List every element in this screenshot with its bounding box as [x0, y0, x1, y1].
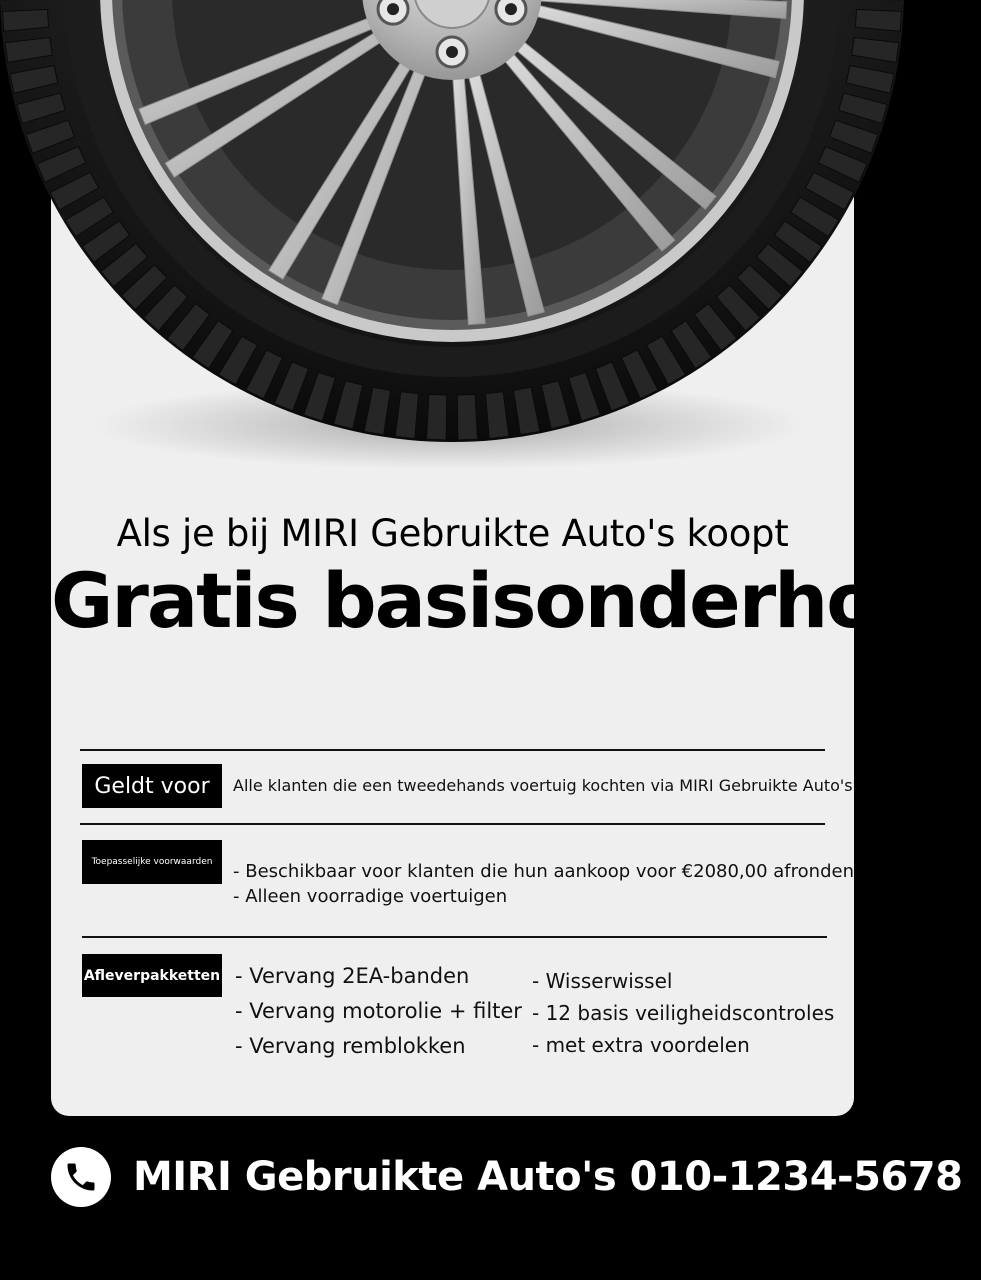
condition-line: - Alleen voorradige voertuigen [233, 886, 508, 907]
divider [80, 823, 825, 825]
wheel-image [0, 0, 905, 450]
label-packages: Afleverpakketten [82, 954, 222, 997]
package-item: - Vervang motorolie + filter [235, 999, 522, 1023]
label-applies: Geldt voor [82, 764, 222, 808]
divider [80, 749, 825, 751]
applies-text: Alle klanten die een tweedehands voertuig kochten via MIRI Gebruikte Auto's [233, 776, 853, 795]
footer-phone-text: MIRI Gebruikte Auto's 010-1234-5678 [133, 1154, 963, 1200]
label-conditions: Toepasselijke voorwaarden [82, 840, 222, 884]
package-item: - met extra voordelen [532, 1033, 750, 1057]
phone-icon [51, 1147, 111, 1207]
headline-title: Gratis basisonderhoud [51, 556, 981, 645]
condition-line: - Beschikbaar voor klanten die hun aankoop voor €2080,00 afronden [233, 861, 854, 882]
package-item: - Vervang 2EA-banden [235, 964, 470, 988]
footer-contact [51, 1147, 962, 1207]
package-item: - 12 basis veiligheidscontroles [532, 1001, 835, 1025]
package-item: - Vervang remblokken [235, 1034, 466, 1058]
package-item: - Wisserwissel [532, 969, 673, 993]
headline-subtitle: Als je bij MIRI Gebruikte Auto's koopt [116, 512, 789, 555]
divider [82, 936, 827, 938]
